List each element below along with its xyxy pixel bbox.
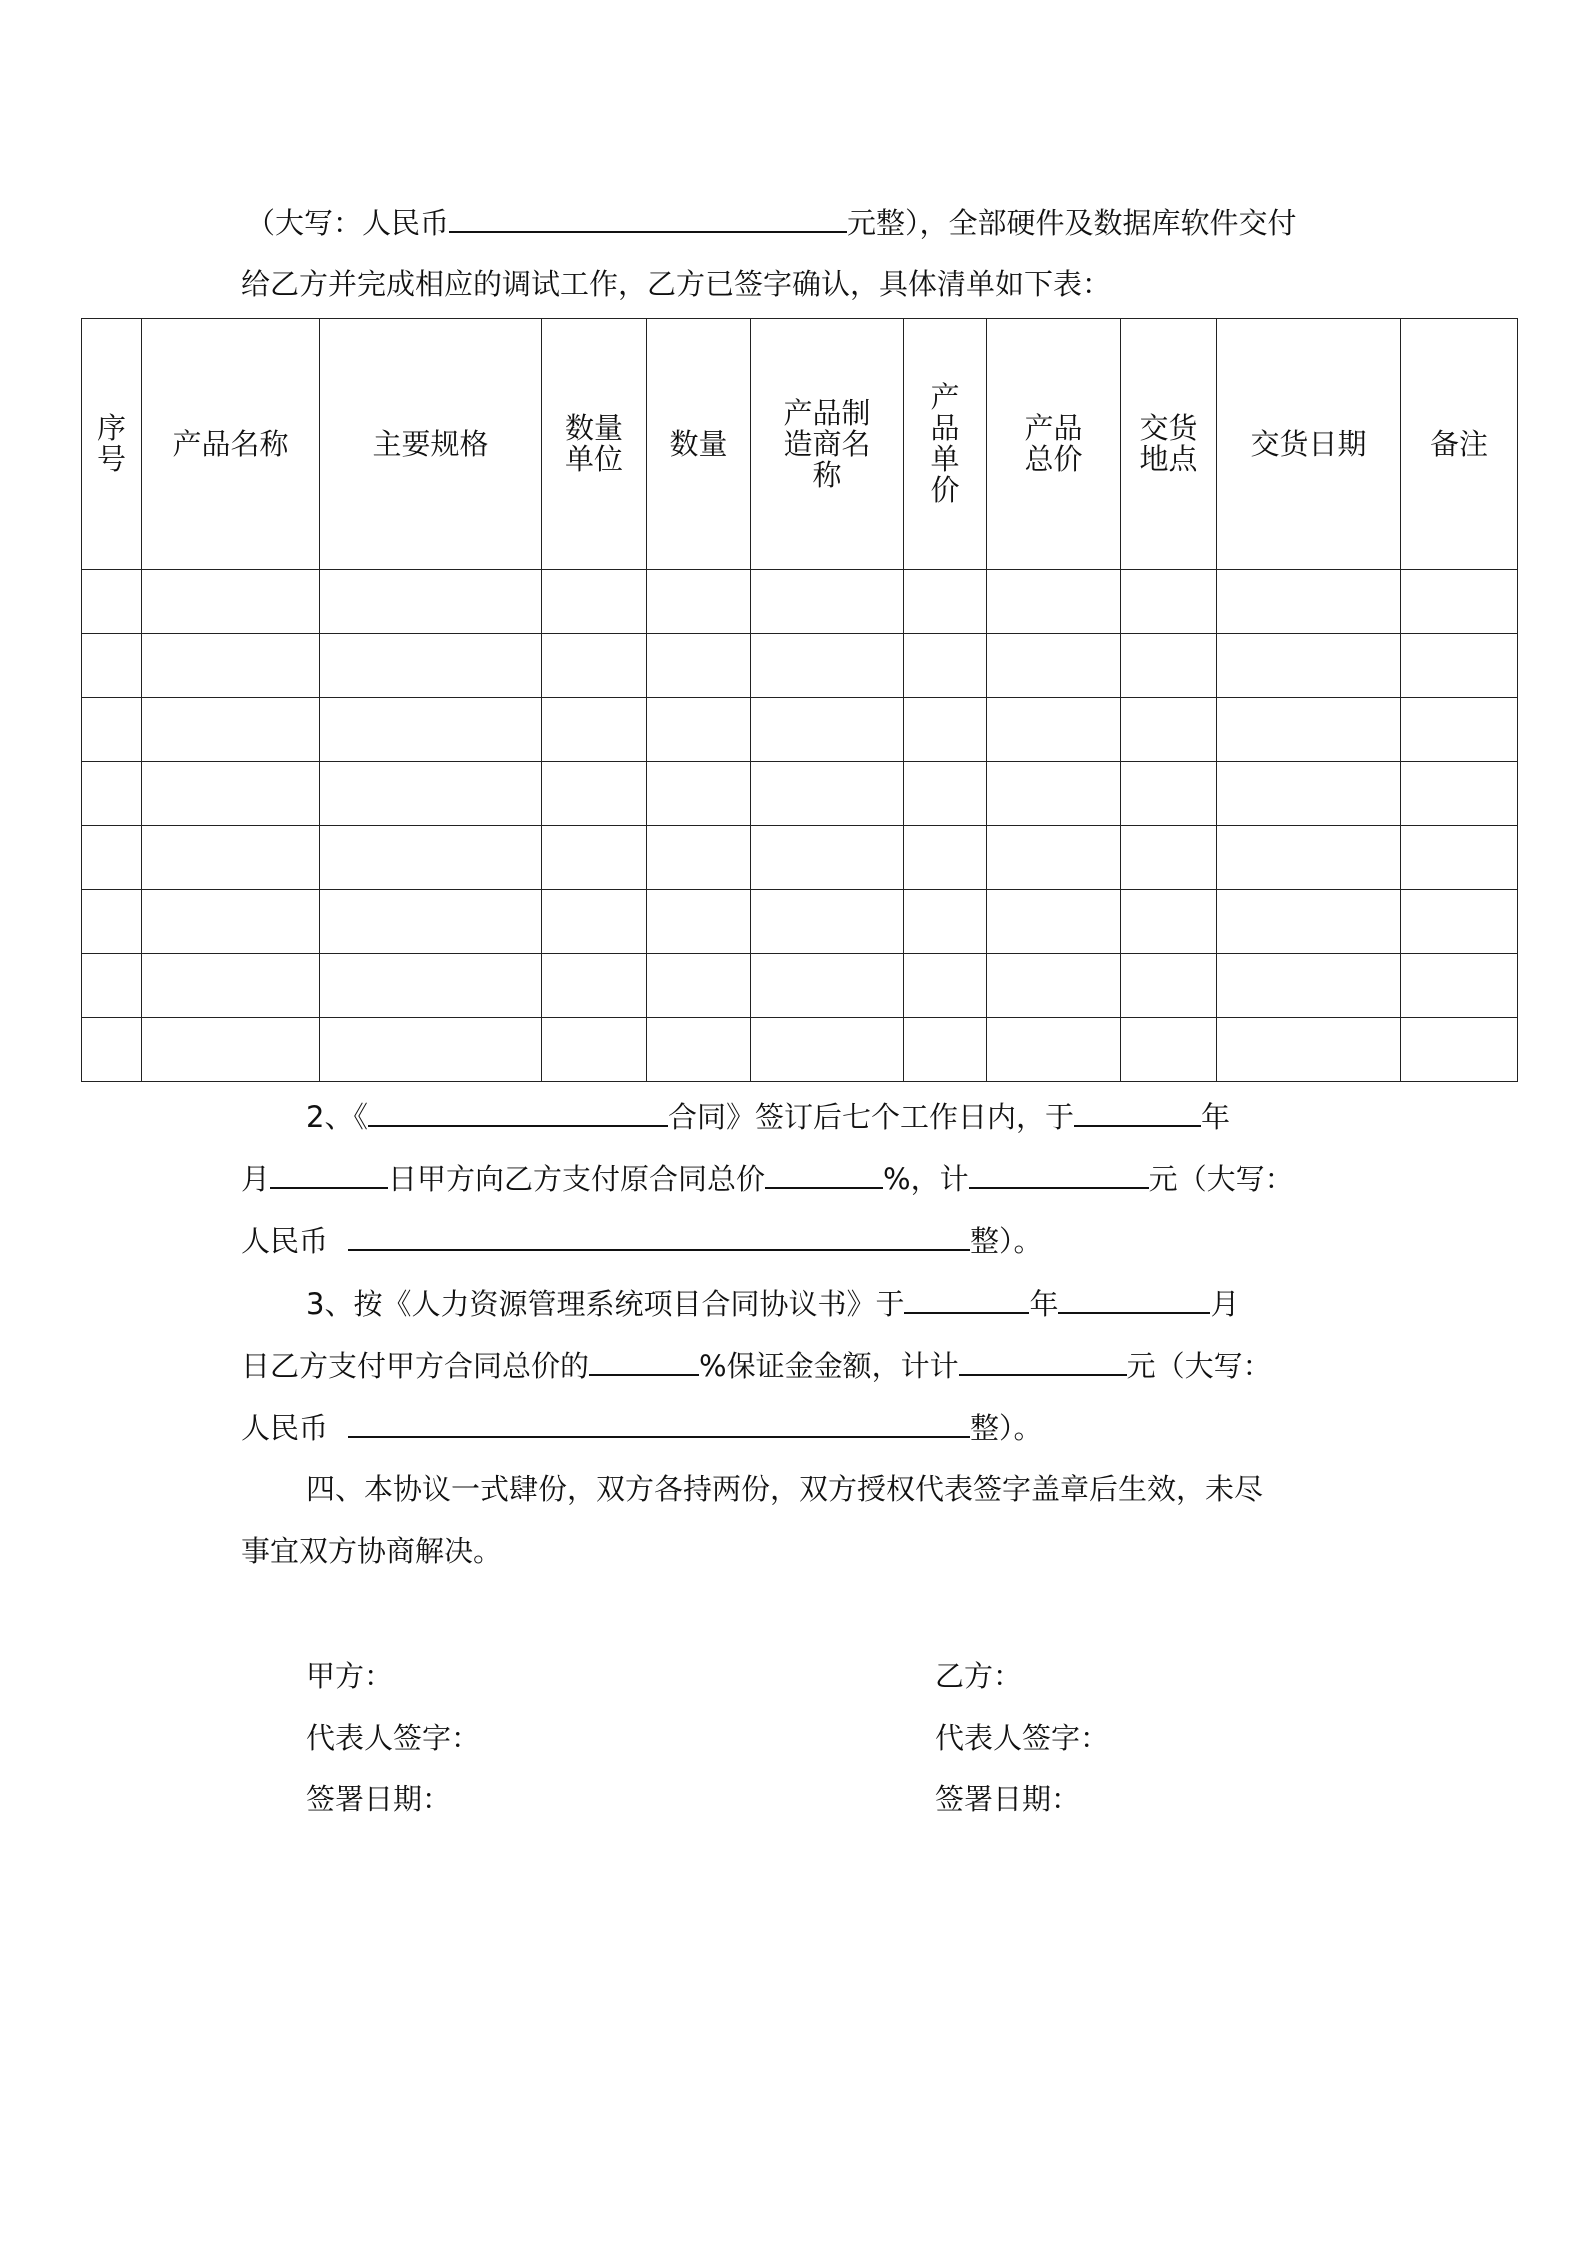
table-cell[interactable] [82, 634, 142, 698]
table-row [82, 762, 1518, 826]
table-cell[interactable] [542, 570, 647, 634]
table-cell[interactable] [1121, 762, 1217, 826]
table-cell[interactable] [647, 570, 751, 634]
header-label: 造商名 [783, 426, 871, 461]
clause4-line-2: 事宜双方协商解决。 [241, 1534, 503, 1568]
clause-text: 整）。 [970, 1411, 1043, 1445]
table-cell[interactable] [1121, 570, 1217, 634]
header-cell [82, 319, 142, 570]
intro-line-2: 给乙方并完成相应的调试工作，乙方已签字确认，具体清单如下表： [241, 267, 1112, 301]
table-cell[interactable] [751, 826, 904, 890]
header-label: 产品名称 [172, 426, 289, 461]
header-label: 主要规格 [372, 426, 489, 461]
year-blank[interactable] [1074, 1095, 1201, 1127]
clause-text: 2、《 [306, 1100, 368, 1134]
header-cell [542, 319, 647, 570]
table-row [82, 634, 1518, 698]
table-row [82, 698, 1518, 762]
clause-text: 月 [1210, 1287, 1240, 1321]
table-cell[interactable] [987, 954, 1121, 1018]
table-cell[interactable] [1121, 1018, 1217, 1082]
table-cell[interactable] [82, 1018, 142, 1082]
day-blank[interactable] [270, 1157, 388, 1189]
header-label: 称 [812, 457, 842, 492]
table-cell[interactable] [542, 954, 647, 1018]
clause-text: 月 [241, 1162, 271, 1196]
amount-blank[interactable] [969, 1157, 1149, 1189]
clause-text: 日甲方向乙方支付原合同总价 [388, 1162, 766, 1196]
table-cell[interactable] [1401, 890, 1518, 954]
table-cell[interactable] [142, 698, 320, 762]
party-a-label: 甲方： [306, 1659, 394, 1693]
header-label: 地点 [1139, 442, 1198, 476]
table-cell[interactable] [320, 1018, 542, 1082]
table-cell[interactable] [647, 826, 751, 890]
table-row [82, 1018, 1518, 1082]
clause-text: 合同》签订后七个工作日内，于 [667, 1100, 1074, 1134]
clause-text: %，计 [883, 1162, 969, 1196]
table-cell[interactable] [542, 762, 647, 826]
table-cell[interactable] [320, 698, 542, 762]
table-cell[interactable] [320, 762, 542, 826]
table-cell[interactable] [1401, 570, 1518, 634]
table-cell[interactable] [82, 570, 142, 634]
table-cell[interactable] [142, 762, 320, 826]
table-cell[interactable] [647, 890, 751, 954]
table-cell[interactable] [320, 890, 542, 954]
header-cell [904, 319, 987, 570]
table-cell[interactable] [751, 762, 904, 826]
header-label: 备注 [1429, 426, 1488, 461]
table-cell[interactable] [1217, 954, 1401, 1018]
table-cell[interactable] [904, 826, 987, 890]
table-cell[interactable] [142, 634, 320, 698]
table-cell[interactable] [320, 826, 542, 890]
header-label: 交货 [1139, 411, 1198, 445]
table-cell[interactable] [1217, 698, 1401, 762]
table-cell[interactable] [542, 698, 647, 762]
table-row [82, 890, 1518, 954]
table-cell[interactable] [320, 634, 542, 698]
table-cell[interactable] [1121, 826, 1217, 890]
header-cell [1401, 319, 1518, 570]
table-cell[interactable] [751, 634, 904, 698]
party-b-label: 乙方： [935, 1659, 1023, 1693]
intro-text: 元整），全部硬件及数据库软件交付 [847, 206, 1297, 240]
table-cell[interactable] [987, 698, 1121, 762]
table-cell[interactable] [987, 570, 1121, 634]
table-cell[interactable] [1217, 570, 1401, 634]
percent-blank[interactable] [765, 1157, 883, 1189]
clause-text: 3、按《人力资源管理系统项目合同协议书》于 [306, 1287, 905, 1321]
header-cell [987, 319, 1121, 570]
table-cell[interactable] [1121, 634, 1217, 698]
header-label: 序 [96, 411, 126, 445]
table-cell[interactable] [142, 1018, 320, 1082]
clause2-line-3 [241, 1219, 1043, 1261]
table-cell[interactable] [142, 954, 320, 1018]
party-a-sign-date: 签署日期： [306, 1782, 452, 1816]
intro-text: （大写：人民币 [246, 206, 450, 240]
clause-text: 元（大写： [1126, 1349, 1272, 1383]
table-cell[interactable] [142, 570, 320, 634]
table-cell[interactable] [1121, 698, 1217, 762]
header-cell [1121, 319, 1217, 570]
table-cell[interactable] [1217, 890, 1401, 954]
table-cell[interactable] [904, 954, 987, 1018]
table-cell[interactable] [751, 1018, 904, 1082]
header-label: 单位 [564, 442, 623, 476]
header-label: 交货日期 [1250, 426, 1367, 461]
clause-text: 人民币 [241, 1224, 329, 1258]
table-cell[interactable] [904, 762, 987, 826]
table-cell[interactable] [1217, 634, 1401, 698]
clause4-line-1: 四、本协议一式肆份，双方各持两份，双方授权代表签字盖章后生效，未尽 [306, 1472, 1264, 1506]
amount-blank[interactable] [959, 1344, 1127, 1376]
header-label: 数量 [564, 411, 623, 445]
table-cell[interactable] [751, 954, 904, 1018]
table-cell[interactable] [542, 1018, 647, 1082]
table-cell[interactable] [82, 954, 142, 1018]
contract-name-blank[interactable] [368, 1095, 668, 1127]
header-cell [320, 319, 542, 570]
header-label: 产品制 [783, 395, 871, 430]
table-cell[interactable] [1121, 954, 1217, 1018]
party-b-sign-date: 签署日期： [935, 1782, 1081, 1816]
header-label: 号 [96, 442, 126, 476]
clause-text: 人民币 [241, 1411, 329, 1445]
table-cell[interactable] [1217, 762, 1401, 826]
table-header-row [82, 319, 1518, 570]
table-cell[interactable] [1401, 698, 1518, 762]
clause2-line-2 [241, 1157, 1294, 1199]
amount-in-words-blank[interactable] [348, 1406, 970, 1438]
header-cell [142, 319, 320, 570]
table-cell[interactable] [320, 570, 542, 634]
clause-text: 年 [1200, 1100, 1230, 1134]
table-cell[interactable] [142, 826, 320, 890]
table-cell[interactable] [82, 762, 142, 826]
table-row [82, 954, 1518, 1018]
table-cell[interactable] [1401, 954, 1518, 1018]
table-cell[interactable] [751, 890, 904, 954]
clause-text: 元（大写： [1148, 1162, 1294, 1196]
table-cell[interactable] [904, 570, 987, 634]
table-cell[interactable] [1401, 1018, 1518, 1082]
table-cell[interactable] [320, 954, 542, 1018]
table-cell[interactable] [751, 570, 904, 634]
clause-text: 年 [1029, 1287, 1059, 1321]
header-label: 产 [930, 380, 960, 414]
table-row [82, 570, 1518, 634]
table-cell[interactable] [987, 826, 1121, 890]
table-cell[interactable] [647, 698, 751, 762]
table-cell[interactable] [647, 954, 751, 1018]
table-cell[interactable] [1401, 826, 1518, 890]
clause3-line-2 [241, 1344, 1272, 1386]
table-row [82, 826, 1518, 890]
table-cell[interactable] [142, 890, 320, 954]
header-label: 数量 [669, 426, 728, 461]
clause3-line-1 [306, 1282, 1239, 1324]
percent-blank[interactable] [589, 1344, 699, 1376]
table-cell[interactable] [647, 634, 751, 698]
table-cell[interactable] [904, 698, 987, 762]
table-cell[interactable] [1217, 1018, 1401, 1082]
clause-text: 整）。 [970, 1224, 1043, 1258]
header-label: 总价 [1024, 442, 1083, 476]
table-cell[interactable] [542, 826, 647, 890]
table-cell[interactable] [82, 890, 142, 954]
table-cell[interactable] [82, 826, 142, 890]
month-blank[interactable] [1058, 1282, 1210, 1314]
clause-text: 日乙方支付甲方合同总价的 [241, 1349, 590, 1383]
clause3-line-3 [241, 1406, 1043, 1448]
table-cell[interactable] [82, 698, 142, 762]
table-cell[interactable] [1217, 826, 1401, 890]
header-label: 单 [930, 442, 960, 476]
product-list-table [81, 318, 1518, 1082]
table-cell[interactable] [1121, 890, 1217, 954]
header-label: 价 [930, 473, 960, 507]
header-cell [1217, 319, 1401, 570]
table-cell[interactable] [751, 698, 904, 762]
header-cell [751, 319, 904, 570]
header-label: 品 [930, 411, 960, 445]
table-cell[interactable] [904, 634, 987, 698]
table-cell[interactable] [904, 890, 987, 954]
table-cell[interactable] [1401, 762, 1518, 826]
table-cell[interactable] [1401, 634, 1518, 698]
intro-line-1 [246, 201, 1297, 243]
year-blank[interactable] [904, 1282, 1029, 1314]
table-cell[interactable] [987, 634, 1121, 698]
party-b-rep-signature: 代表人签字： [935, 1721, 1110, 1755]
amount-in-words-blank[interactable] [449, 201, 847, 233]
amount-in-words-blank[interactable] [348, 1219, 970, 1251]
table-cell[interactable] [542, 890, 647, 954]
table-cell[interactable] [904, 1018, 987, 1082]
party-a-rep-signature: 代表人签字： [306, 1721, 481, 1755]
table-cell[interactable] [647, 1018, 751, 1082]
clause2-line-1 [306, 1095, 1230, 1137]
table-cell[interactable] [987, 762, 1121, 826]
table-cell[interactable] [647, 762, 751, 826]
table-cell[interactable] [542, 634, 647, 698]
clause-text: %保证金金额，计计 [699, 1349, 959, 1383]
header-label: 产品 [1024, 411, 1083, 445]
header-cell [647, 319, 751, 570]
table-cell[interactable] [987, 1018, 1121, 1082]
table-cell[interactable] [987, 890, 1121, 954]
